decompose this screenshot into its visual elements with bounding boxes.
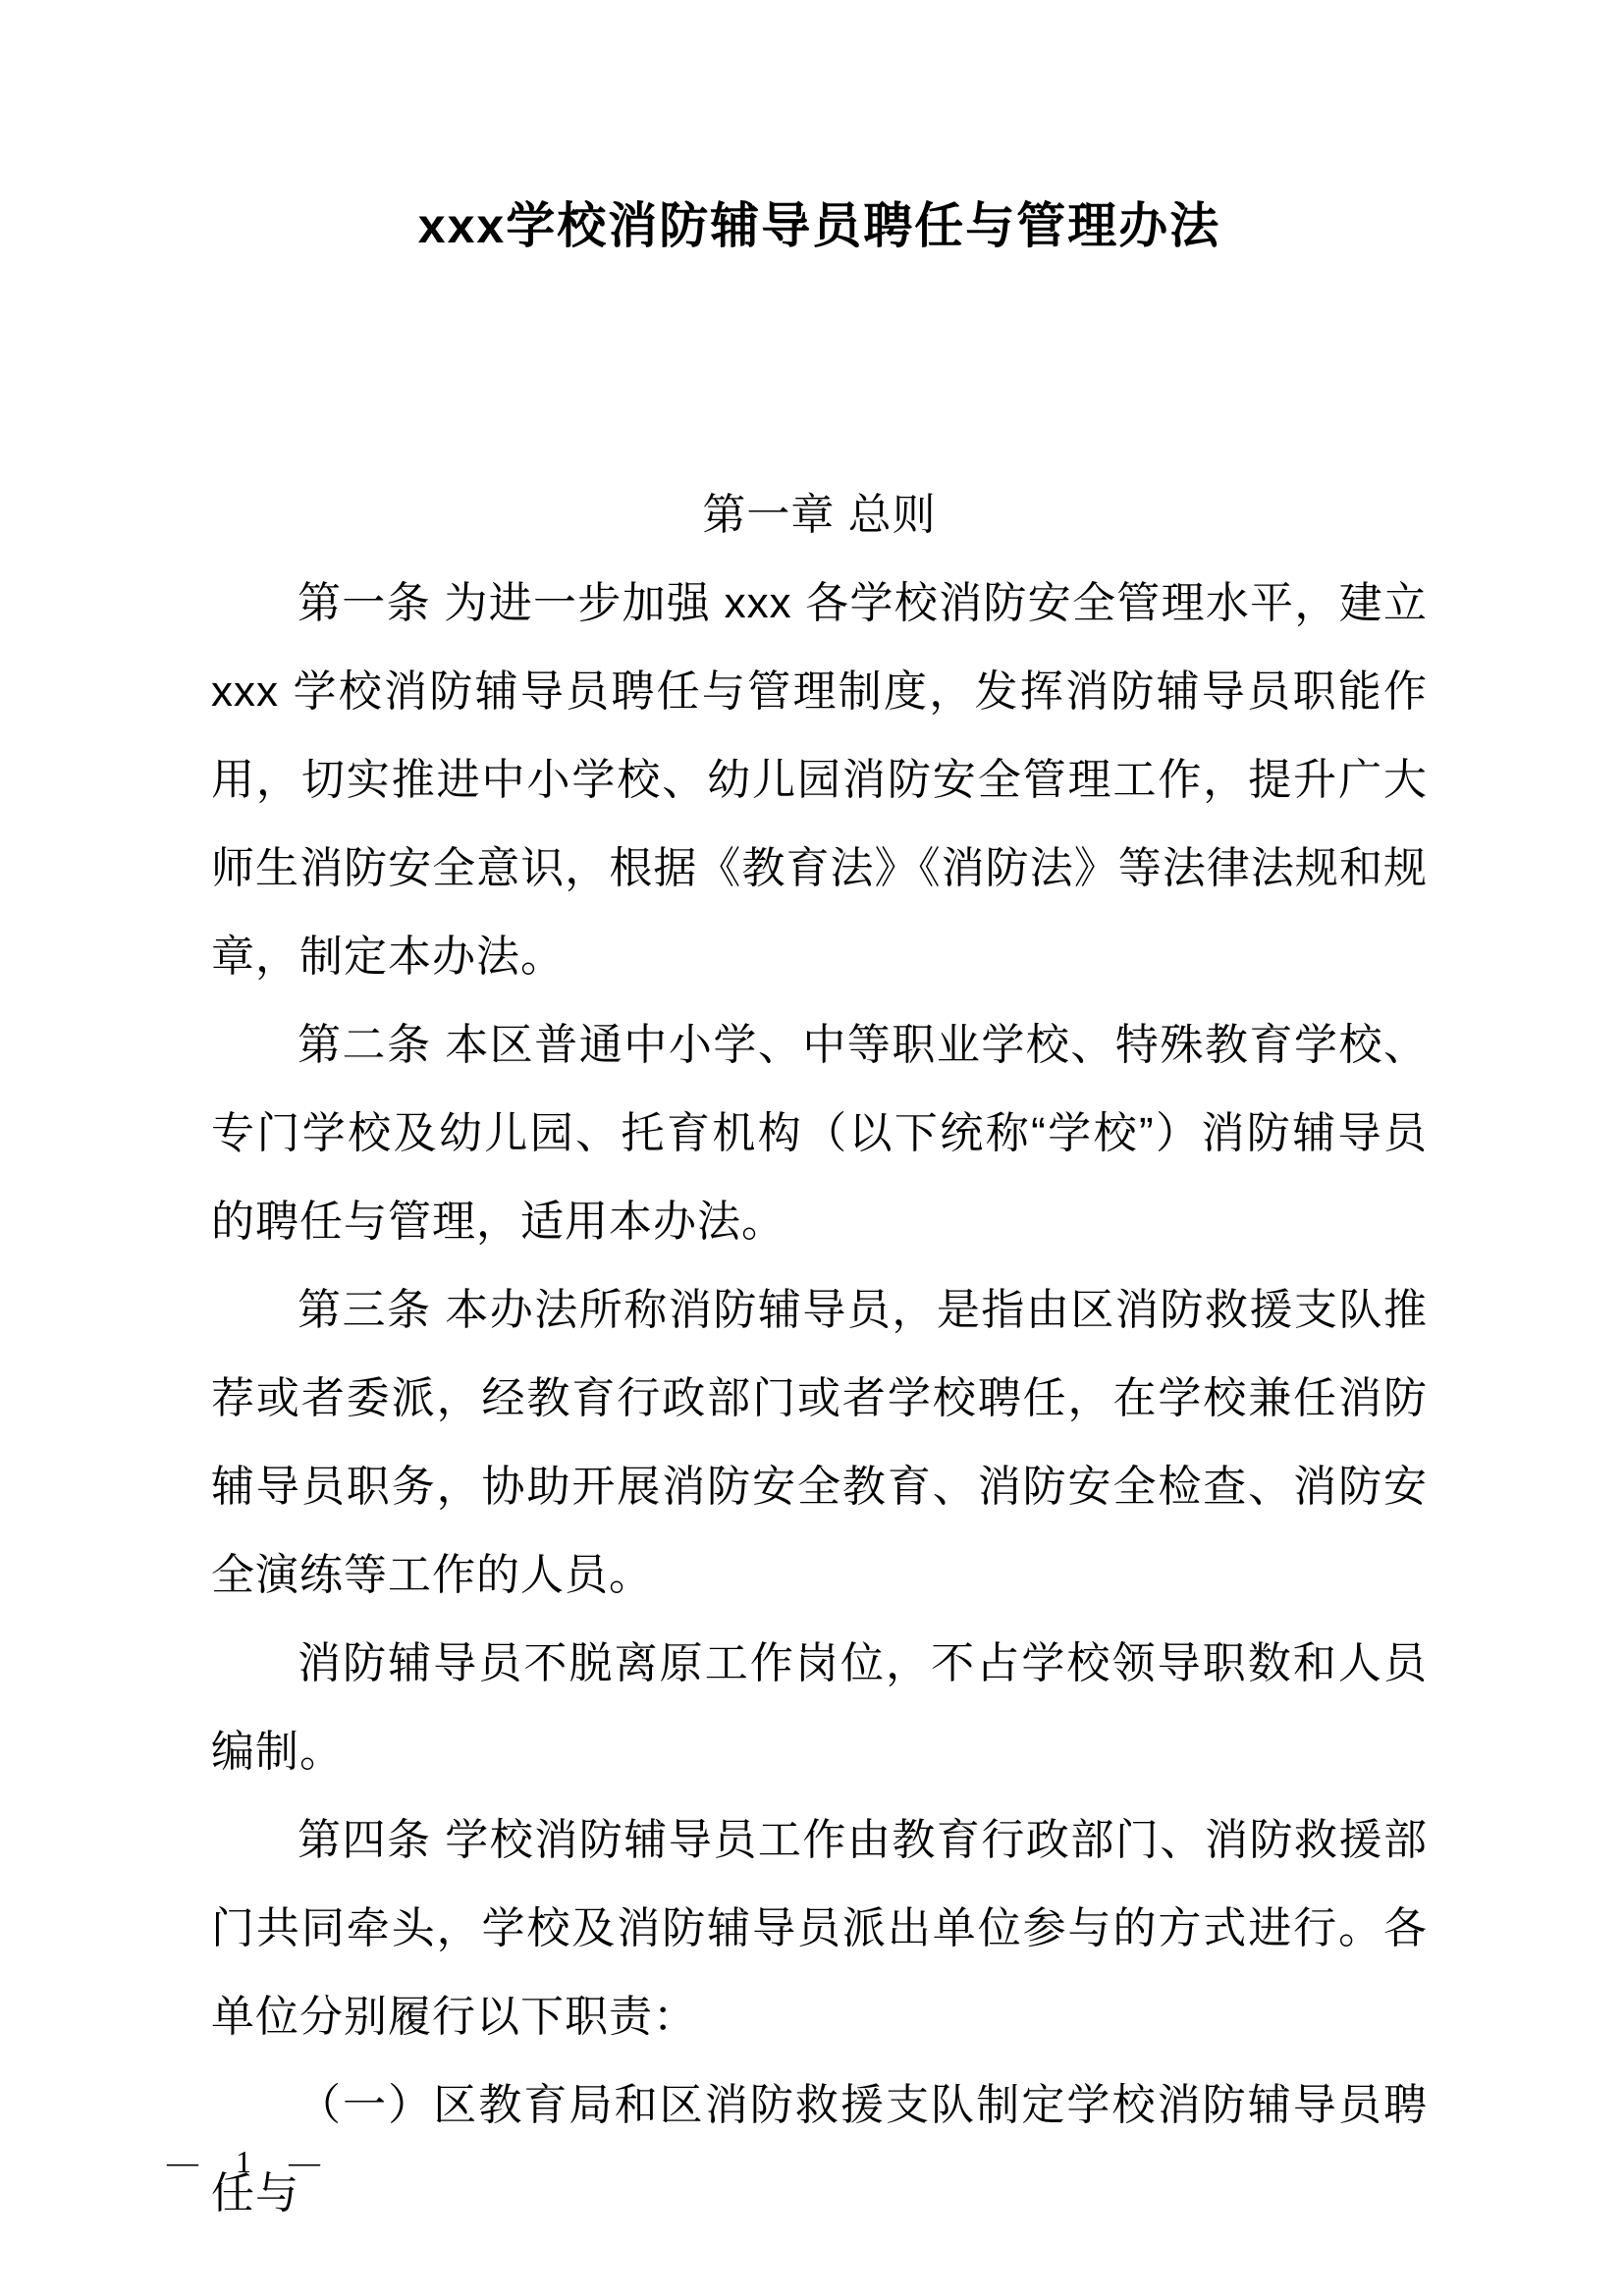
paragraph-3: 第三条 本办法所称消防辅导员，是指由区消防救援支队推荐或者委派，经教育行政部门或者学校聘任，在学校兼任消防辅导员职务，协助开展消防安全教育、消防安全检查、消防安全演练等工作的人员。 (211, 1286, 1428, 1599)
document-title: xxx学校消防辅导员聘任与管理办法 (417, 198, 1221, 253)
paragraph-5: 第四条 学校消防辅导员工作由教育行政部门、消防救援部门共同牵头，学校及消防辅导员派出单位参与的方式进行。各单位分别履行以下职责： (211, 1816, 1428, 2041)
paragraph-1: 第一条 为进一步加强 xxx 各学校消防安全管理水平，建立 xxx 学校消防辅导员聘任与管理制度，发挥消防辅导员职能作用，切实推进中小学校、幼儿园消防安全管理工作，提升广大师生消防安全意识，根据《教育法》《消防法》等法律法规和规章，制定本办法。 (211, 579, 1428, 981)
chapter-heading: 第一章 总则 (702, 491, 937, 539)
page-number: — 1 — (167, 2144, 324, 2179)
paragraph-6: （一）区教育局和区消防救援支队制定学校消防辅导员聘任与 (211, 2081, 1428, 2217)
page-footer (167, 2144, 324, 2180)
paragraph-2: 第二条 本区普通中小学、中等职业学校、特殊教育学校、专门学校及幼儿园、托育机构（以下统称“学校”）消防辅导员的聘任与管理，适用本办法。 (211, 1021, 1428, 1246)
paragraph-4: 消防辅导员不脱离原工作岗位，不占学校领导职数和人员编制。 (211, 1639, 1428, 1776)
